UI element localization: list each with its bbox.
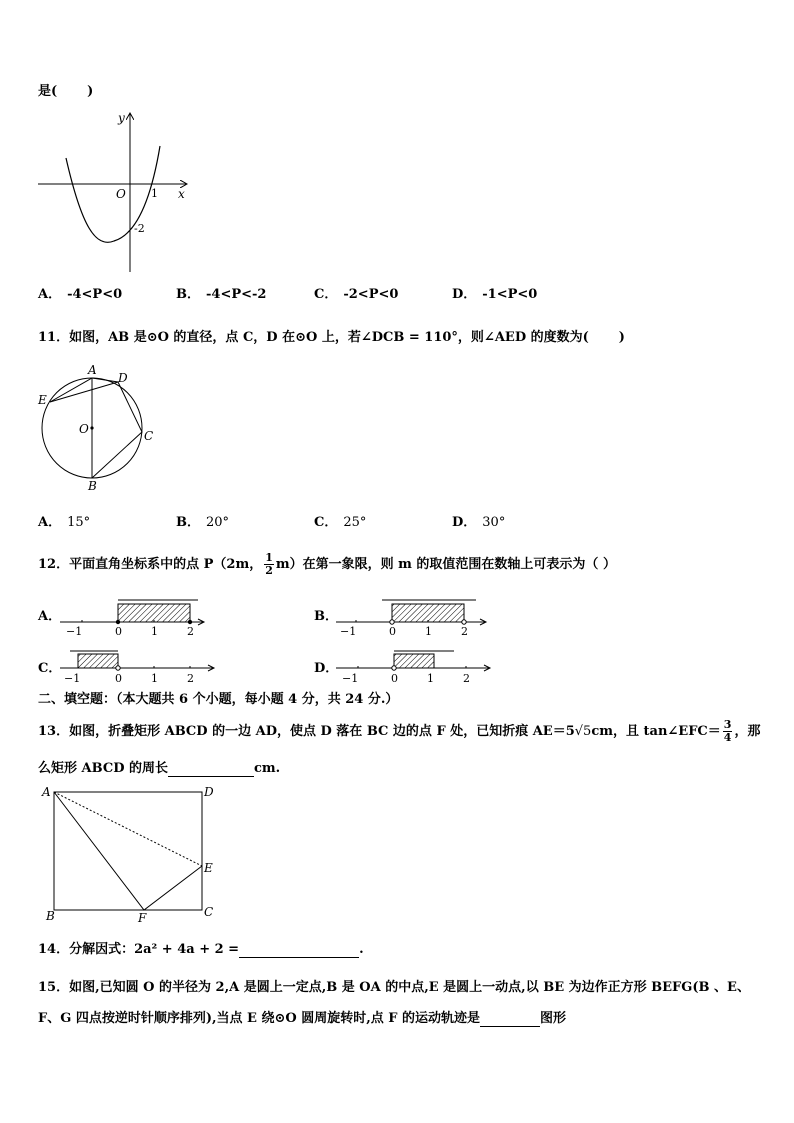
endpoint-two-open [462,620,466,624]
q14-stem [38,942,364,958]
q10-y-label: y [118,111,125,125]
q10-parabola-graph [34,108,194,278]
q13-unit: cm. [254,761,281,776]
q13-stem-part-b: cm，且 tan∠EFC＝ [591,724,721,739]
q11-label-d: D [118,371,128,385]
q12-frac-num: 1 [265,551,273,564]
option-letter: D． [314,661,339,676]
q12-frac-den: 2 [265,564,273,577]
q13-folded-triangle [54,792,202,910]
q13-line2-text: 么矩形 ABCD 的周长 [38,761,168,776]
option-text: -4<P<-2 [206,287,267,302]
q11-center-dot [90,426,93,429]
tick-label-0: 0 [389,625,396,638]
q10-x-label: x [178,187,185,201]
q13-label-a: A [42,785,51,799]
q10-origin-label: O [116,187,126,201]
q15-tail: 图形 [540,1011,567,1026]
endpoint-two-solid [188,620,192,624]
q13-stem-line1 [38,718,760,746]
q11-stem-text: 11．如图，AB 是⊙O 的直径，点 C，D 在⊙O 上，若∠DCB = 110°，则∠AED 的度数为( [38,330,589,345]
q11-option-d[interactable] [452,515,505,531]
tick-label-2: 2 [461,625,468,638]
option-letter: D． [452,287,477,302]
q13-rectangle-figure [38,782,222,924]
q11-label-e: E [38,393,47,407]
q15-line2-text: F、G 四点按逆时针顺序排列),当点 E 绕⊙O 圆周旋转时,点 F 的运动轨迹是 [38,1011,481,1026]
q13-label-e: E [204,861,213,875]
tick-label-2: 2 [187,672,194,685]
tick-label-neg1: −1 [342,672,359,685]
q11-label-c: C [144,429,154,443]
q11-option-a[interactable] [38,515,90,531]
q10-option-a[interactable] [38,287,128,303]
q10-option-b[interactable] [176,287,272,303]
q13-sqrt: √5 [574,724,592,739]
q12-number-line-a[interactable] [58,596,208,640]
tick-label-neg1: −1 [66,625,83,638]
q11-label-b: B [88,479,97,493]
q13-fold-ae [54,792,202,866]
shaded-interval [118,604,190,622]
section-heading-fill-in: 二、填空题：（本大题共 6 个小题，每小题 4 分，共 24 分.） [38,692,399,707]
option-text: -4<P<0 [67,287,123,302]
q11-option-b[interactable] [176,515,229,531]
option-text: 15° [67,515,91,530]
tick-label-1: 1 [151,672,158,685]
q13-label-f: F [138,911,147,924]
q12-stem-part-b: m）在第一象限，则 m 的取值范围在数轴上可表示为（ ） [275,557,616,572]
shaded-interval [392,604,464,622]
q10-option-c[interactable] [314,287,404,303]
option-letter: A． [38,515,62,530]
tick-label-neg1: −1 [340,625,357,638]
q12-number-line-b[interactable] [334,596,490,640]
q10-neg2-label: -2 [134,222,145,235]
tick-label-0: 0 [115,625,122,638]
shaded-interval [78,654,118,668]
q12-fraction [264,552,274,577]
option-letter: A． [38,609,62,624]
q13-frac-num: 3 [723,718,732,731]
q11-label-o: O [79,422,89,436]
endpoint-zero-open [116,666,120,670]
q13-frac-den: 4 [723,731,732,744]
option-text: 20° [206,515,230,530]
tick-label-2: 2 [187,625,194,638]
option-letter: B． [176,287,200,302]
shaded-interval [394,654,434,668]
q15-stem-line1: 15．如图,已知圆 O 的半径为 2,A 是圆上一定点,B 是 OA 的中点,E 是圆上一动点,以 BE 为边作正方形 BEFG(B 、E、 [38,980,750,995]
tick-label-0: 0 [391,672,398,685]
q11-circle-figure [34,362,164,494]
option-letter: C． [38,661,62,676]
q10-option-d[interactable] [452,287,543,303]
q13-answer-blank[interactable] [168,776,254,777]
option-text: 25° [343,515,367,530]
q10-stem-tail [38,84,93,100]
option-letter: D． [452,515,477,530]
option-text: 30° [482,515,506,530]
endpoint-zero-solid [116,620,120,624]
tick-label-2: 2 [463,672,470,685]
q13-stem-part-a: 13．如图，折叠矩形 ABCD 的一边 AD，使点 D 落在 BC 边的点 F 处，已知折痕 AE＝5 [38,724,575,739]
option-letter: C． [314,515,338,530]
tick-label-neg1: −1 [64,672,81,685]
option-text: -1<P<0 [482,287,538,302]
q11-label-a: A [88,363,97,377]
q12-stem [38,552,616,578]
q12-number-line-d[interactable] [334,648,494,692]
q15-stem-line2 [38,1011,566,1027]
q13-rectangle-abcd [54,792,202,910]
endpoint-zero-open [390,620,394,624]
q13-label-d: D [204,785,214,799]
q15-answer-blank[interactable] [480,1026,540,1027]
q10-parabola-curve [66,146,160,242]
q12-stem-part-a: 12．平面直角坐标系中的点 P（2m， [38,557,263,572]
q12-number-line-c[interactable] [58,648,218,692]
tick-label-1: 1 [151,625,158,638]
q13-label-b: B [46,909,55,923]
endpoint-zero-open [392,666,396,670]
q11-chord-ed [50,382,118,402]
tick-label-1: 1 [425,625,432,638]
q13-stem-part-c: ，那 [734,724,761,739]
q14-answer-blank[interactable] [239,957,359,958]
q10-stem-text: 是( [38,84,58,99]
q14-stem-text: 14．分解因式：2a² + 4a + 2 = [38,942,240,957]
tick-label-0: 0 [115,672,122,685]
tick-label-1: 1 [427,672,434,685]
q13-stem-line2 [38,761,280,777]
q11-stem [38,330,625,346]
option-letter: B． [176,515,200,530]
q13-label-c: C [204,905,214,919]
q11-stem-close: ) [618,330,625,345]
option-letter: C． [314,287,338,302]
q10-one-label: 1 [151,187,158,200]
option-letter: A． [38,287,62,302]
option-letter: B． [314,609,338,624]
option-text: -2<P<0 [343,287,399,302]
q11-option-c[interactable] [314,515,366,531]
q14-tail: . [359,942,364,957]
q10-stem-close: ) [87,84,94,99]
q13-fraction [723,719,733,744]
